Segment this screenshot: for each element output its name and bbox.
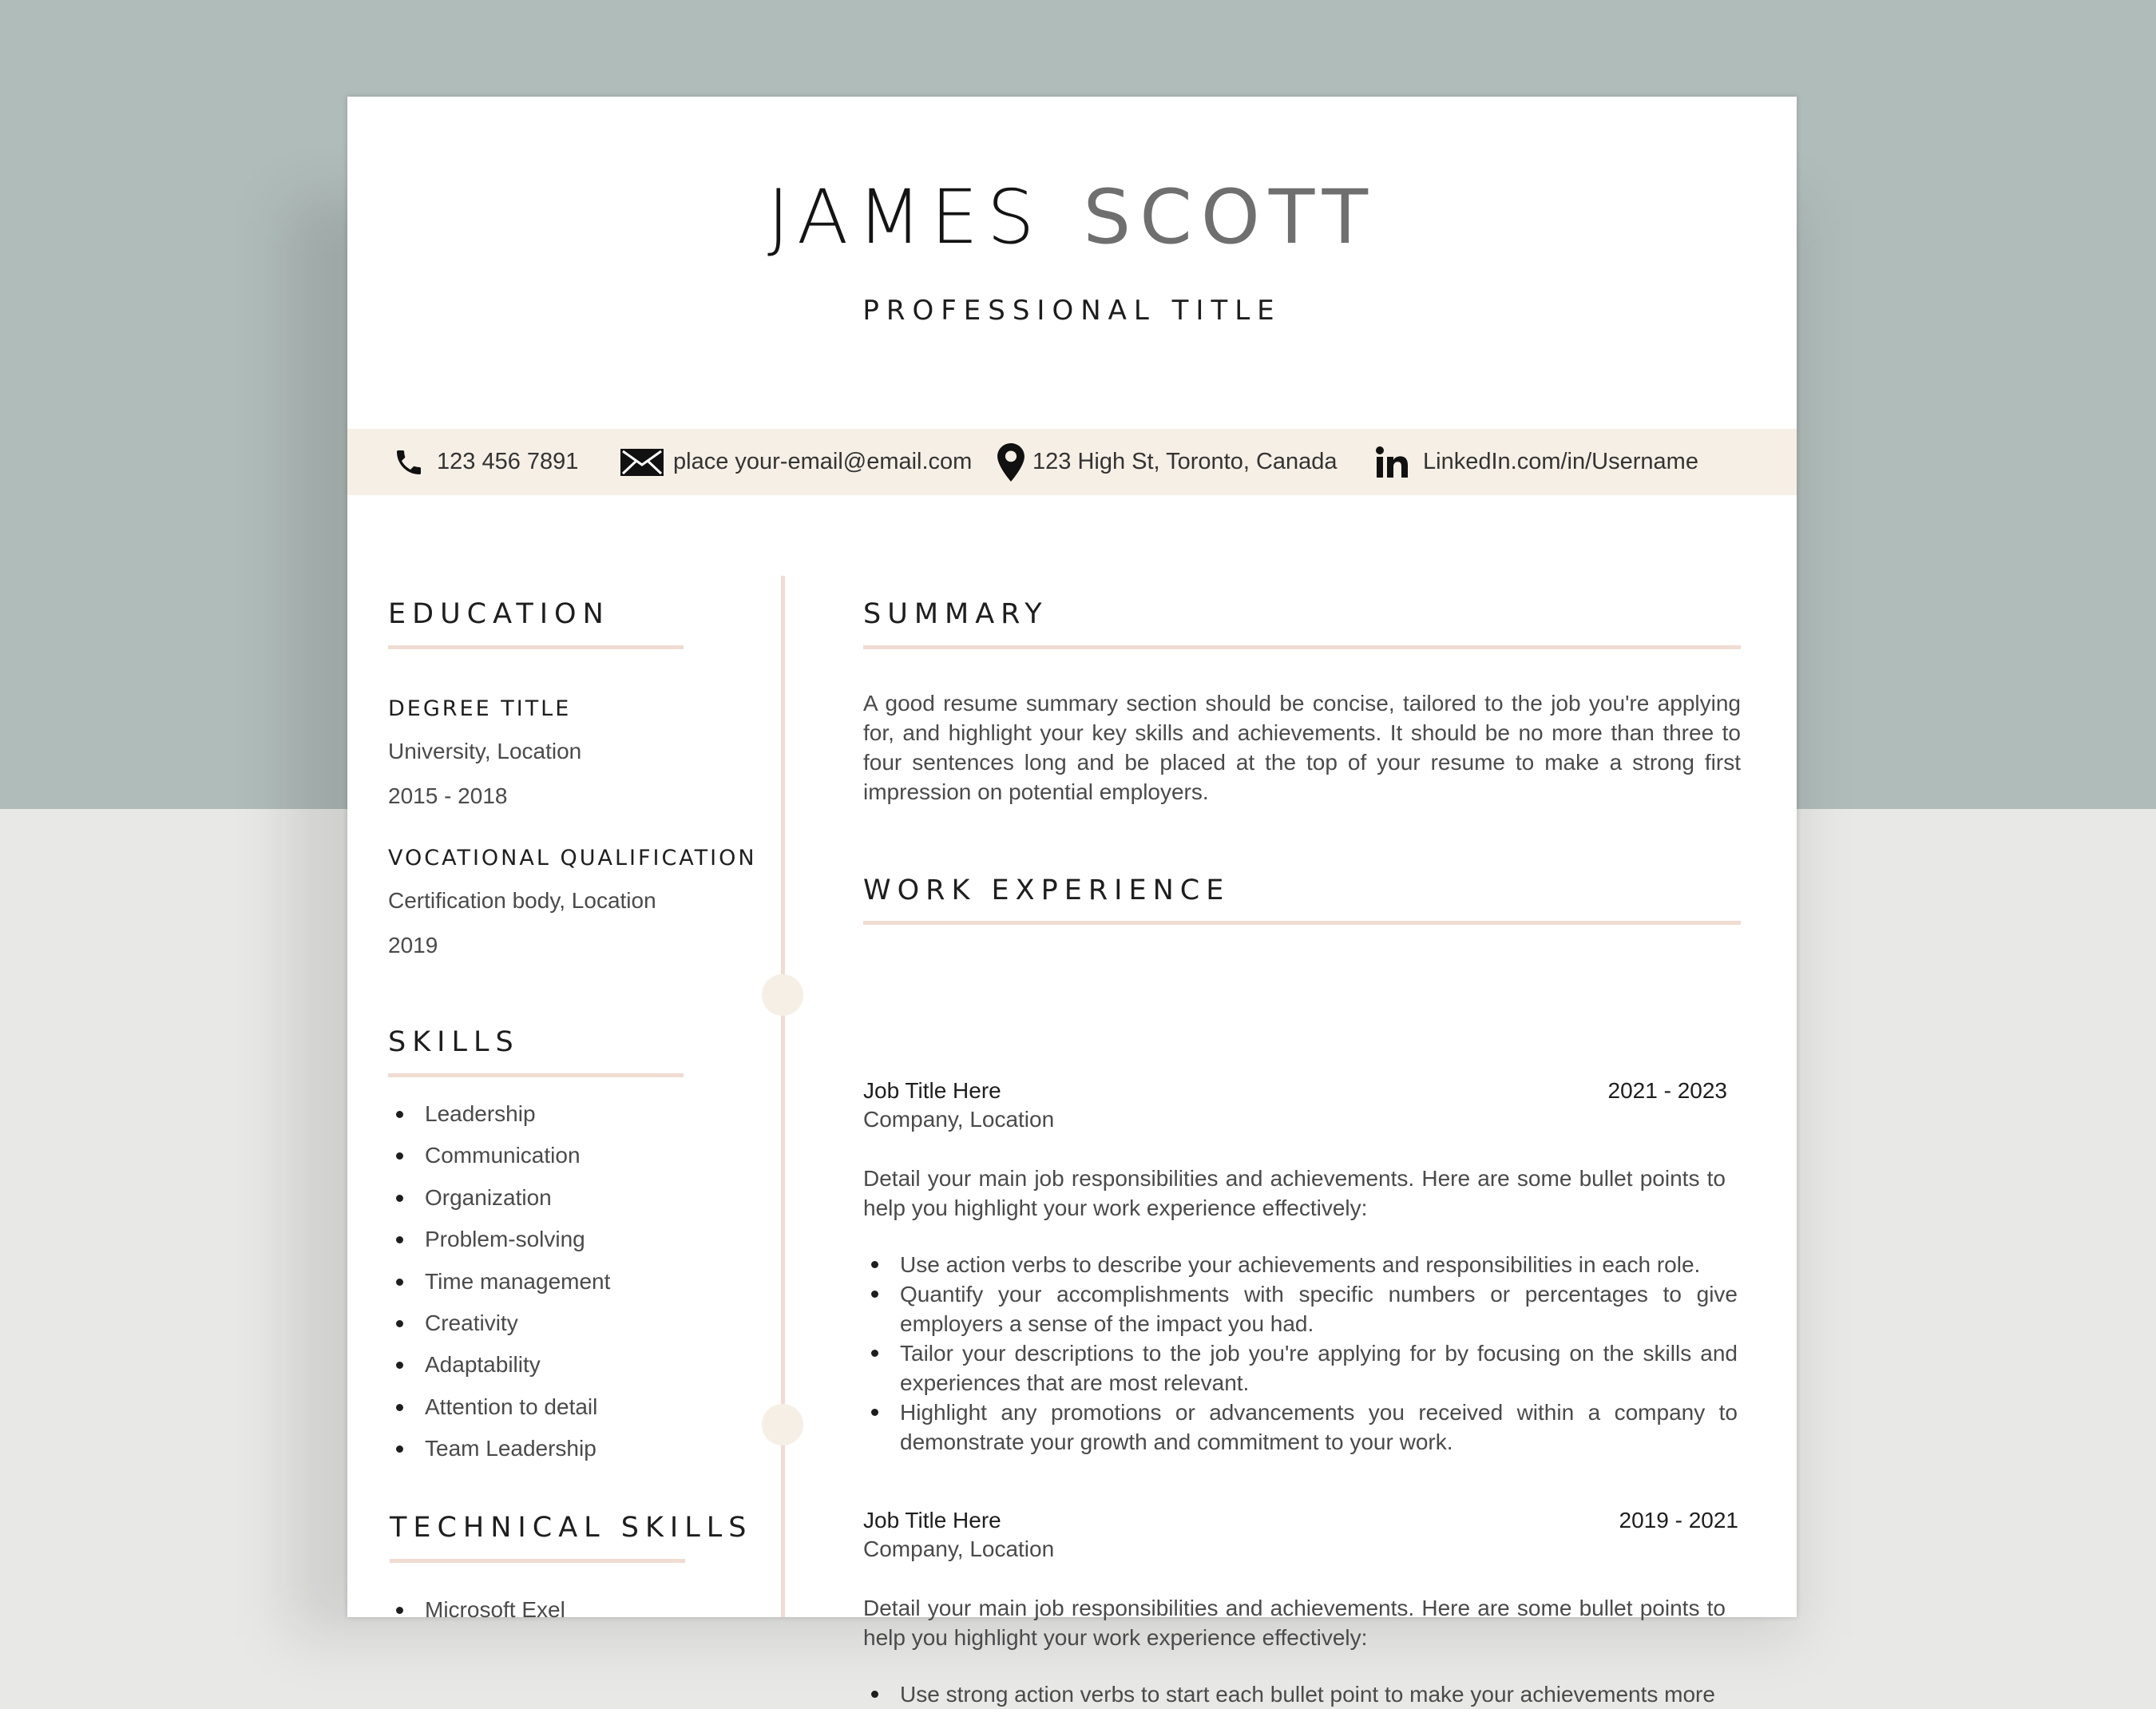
linkedin-url: LinkedIn.com/in/Username [1423, 449, 1698, 474]
resume-page [347, 97, 1797, 1707]
list-item: Time management [388, 1261, 610, 1303]
skills-heading: SKILLS [388, 1026, 520, 1058]
envelope-icon [620, 444, 664, 481]
job-dates: 2019 - 2021 [1619, 1508, 1738, 1533]
job-bullet-list [863, 1679, 1738, 1709]
job-description: Detail your main job responsibilities and achievements. Here are some bullet points to help you highlight your work experience effectively: [863, 1596, 1726, 1650]
job-description: Detail your main job responsibilities and achievements. Here are some bullet points to help you highlight your work experience effectively: [863, 1166, 1726, 1220]
first-name: JAMES [767, 174, 1044, 261]
work-experience-heading: WORK EXPERIENCE [863, 874, 1231, 906]
list-item: Adaptability [388, 1344, 610, 1386]
technical-skills-rule [390, 1559, 685, 1563]
list-item: Leadership [388, 1093, 610, 1135]
summary-text: A good resume summary section should be concise, tailored to the job you're applying for, and highlight your key skills and achievements. It should be no more than three to four sentences long and be placed at the top of your resume to make a strong first impression on potential employers. [863, 691, 1741, 804]
list-item: Team Leadership [388, 1428, 610, 1469]
phone-number: 123 456 7891 [437, 449, 579, 474]
timeline-line [781, 576, 785, 1617]
list-item: Creativity [388, 1303, 610, 1344]
contact-bar [347, 429, 1797, 495]
skills-rule [388, 1073, 684, 1077]
summary-heading: SUMMARY [863, 598, 1048, 630]
professional-title: PROFESSIONAL TITLE [862, 295, 1282, 327]
map-pin-icon [996, 444, 1026, 481]
education-place: Certification body, Location [388, 888, 656, 913]
contact-email [620, 429, 972, 495]
timeline-dot [762, 1404, 803, 1445]
technical-skills-list [388, 1589, 565, 1631]
street-address: 123 High St, Toronto, Canada [1032, 449, 1338, 474]
list-item: Quantify your accomplishments with specific numbers or percentages to give employers a sense of the impact you had. [863, 1279, 1738, 1338]
linkedin-icon [1373, 444, 1410, 481]
contact-phone [390, 429, 578, 495]
job-title: Job Title Here [863, 1078, 1001, 1103]
education-date: 2015 - 2018 [388, 783, 508, 808]
list-item: Organization [388, 1177, 610, 1219]
contact-linkedin [1373, 429, 1698, 495]
job-bullet-list [863, 1250, 1738, 1457]
education-place: University, Location [388, 739, 582, 763]
education-date: 2019 [388, 933, 438, 958]
technical-skills-heading: TECHNICAL SKILLS [390, 1512, 753, 1544]
education-title: VOCATIONAL QUALIFICATION [388, 846, 757, 870]
skills-list [388, 1093, 610, 1470]
list-item: Microsoft Exel [388, 1589, 565, 1631]
summary-rule [863, 645, 1741, 649]
last-name: SCOTT [1083, 174, 1377, 261]
education-heading: EDUCATION [388, 598, 610, 630]
phone-icon [390, 444, 427, 481]
email-address: place your-email@email.com [673, 449, 973, 474]
contact-address [996, 429, 1338, 495]
list-item: Tailor your descriptions to the job you're applying for by focusing on the skills and experiences that are most relevant. [863, 1338, 1738, 1398]
list-item: Attention to detail [388, 1386, 610, 1428]
education-title: DEGREE TITLE [388, 696, 572, 721]
job-company: Company, Location [863, 1537, 1055, 1561]
education-rule [388, 645, 684, 649]
list-item: Highlight any promotions or advancements you received within a company to demonstrate your growth and commitment to your work. [863, 1398, 1738, 1457]
list-item: Use action verbs to describe your achievements and responsibilities in each role. [863, 1250, 1738, 1279]
job-title: Job Title Here [863, 1508, 1001, 1533]
timeline-dot [762, 974, 803, 1016]
full-name [347, 162, 1797, 274]
list-item: Use strong action verbs to start each bullet point to make your achievements more [863, 1679, 1738, 1709]
job-company: Company, Location [863, 1107, 1055, 1132]
list-item: Problem-solving [388, 1219, 610, 1260]
work-experience-rule [863, 921, 1741, 925]
job-dates: 2021 - 2023 [1607, 1078, 1727, 1103]
list-item: Communication [388, 1135, 610, 1176]
